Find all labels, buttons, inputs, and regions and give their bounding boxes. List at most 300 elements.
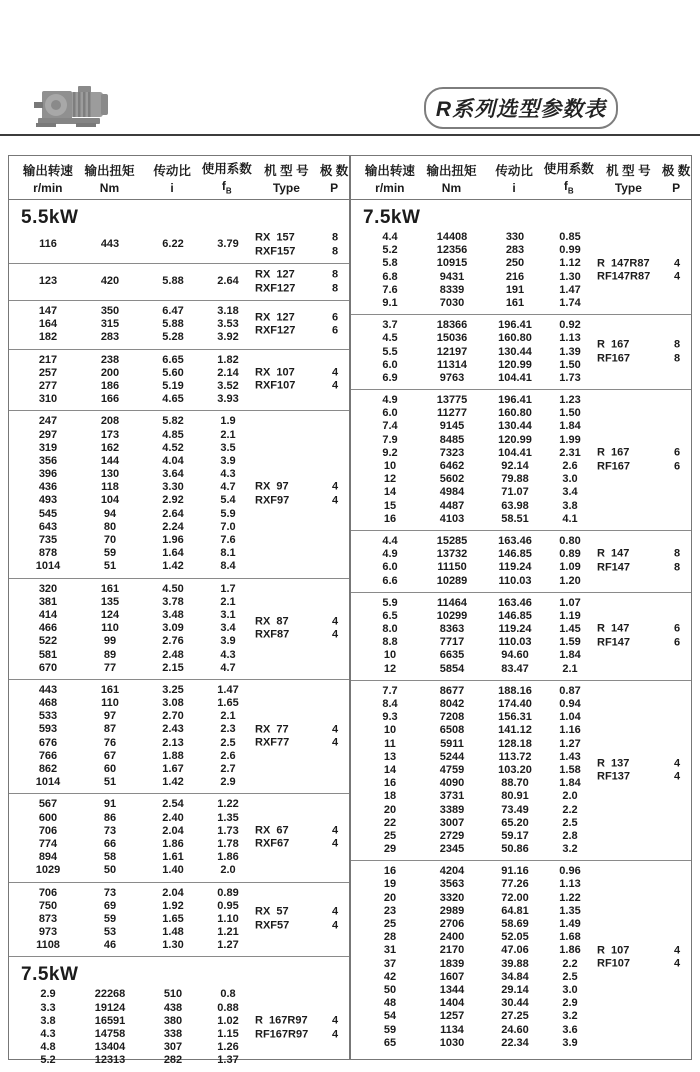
table-row	[351, 918, 691, 931]
ratio-cell: 156.31	[498, 711, 532, 724]
service-factor-cell: 0.89	[559, 548, 581, 561]
torque-cell: 59	[103, 547, 117, 560]
torque-cell: 162	[100, 441, 120, 454]
torque-cell: 99	[103, 635, 117, 648]
service-factor-cell: 3.52	[217, 379, 239, 392]
ratio-cell: 52.05	[501, 931, 529, 944]
ratio-cell: 6.65	[162, 353, 184, 366]
pole-label: 4	[331, 615, 339, 628]
speed-cell: 15	[383, 499, 397, 512]
ratio-cell: 216	[505, 270, 525, 283]
speed-cell: 545	[38, 507, 58, 520]
speed-cell: 9.3	[382, 711, 398, 724]
service-factor-cell: 1.74	[559, 296, 581, 309]
ratio-cell: 2.40	[162, 811, 184, 824]
series-title-text: R系列选型参数表	[435, 98, 607, 121]
pole-label-block	[663, 447, 691, 474]
speed-cell: 5.8	[382, 257, 398, 270]
speed-cell: 147	[38, 305, 58, 317]
group-rows	[9, 231, 349, 259]
torque-cell: 8042	[439, 698, 465, 710]
table-row	[351, 297, 691, 310]
speed-cell: 6.0	[382, 407, 398, 420]
type-label-block	[255, 366, 321, 393]
parameter-table	[8, 155, 692, 1067]
divider-line	[0, 134, 700, 136]
ratio-cell: 29.14	[501, 983, 529, 996]
type-label: RF137	[597, 770, 631, 783]
type-label-block	[255, 723, 321, 750]
type-label: RX 77	[255, 723, 289, 736]
type-label: RXF57	[255, 919, 290, 932]
ratio-cell: 71.07	[501, 486, 529, 499]
speed-cell: 217	[38, 353, 58, 366]
pole-label-block	[321, 232, 349, 259]
ratio-cell: 4.50	[162, 582, 184, 595]
service-factor-cell: 0.87	[559, 684, 581, 697]
speed-cell: 25	[383, 829, 397, 842]
torque-cell: 1344	[439, 983, 465, 996]
service-factor-cell: 1.22	[217, 798, 239, 811]
ratio-cell: 174.40	[498, 698, 532, 710]
group-rows	[9, 354, 349, 407]
ratio-cell: 160.80	[498, 332, 532, 345]
pole-label: 4	[331, 919, 339, 932]
table-row	[9, 521, 349, 534]
speed-cell: 14	[383, 486, 397, 499]
speed-cell: 16	[383, 865, 397, 878]
parameter-group	[9, 882, 349, 957]
torque-cell: 166	[100, 393, 120, 406]
service-factor-cell: 2.7	[220, 763, 236, 775]
ratio-cell: 128.18	[498, 737, 532, 750]
parameter-group	[351, 592, 691, 680]
group-rows	[9, 798, 349, 877]
torque-cell: 11314	[437, 358, 467, 371]
torque-cell: 69	[103, 899, 117, 912]
speed-cell: 468	[38, 697, 58, 710]
service-factor-cell: 3.6	[562, 1023, 578, 1036]
table-right-column	[351, 156, 691, 1059]
torque-cell: 22268	[94, 988, 126, 1001]
type-label-block	[255, 824, 321, 851]
service-factor-cell: 7.0	[220, 520, 236, 533]
header-poles: 极 数 P	[661, 163, 691, 195]
torque-cell: 11277	[437, 407, 467, 420]
ratio-cell: 34.84	[501, 970, 529, 983]
service-factor-cell: 2.2	[562, 957, 578, 970]
speed-cell: 414	[38, 608, 58, 621]
table-row	[351, 997, 691, 1010]
speed-cell: 3.8	[40, 1014, 56, 1027]
ratio-cell: 110.03	[498, 636, 532, 649]
speed-cell: 1029	[35, 864, 61, 877]
ratio-cell: 1.40	[162, 864, 184, 877]
ratio-cell: 1.92	[162, 899, 184, 912]
ratio-cell: 160.80	[498, 407, 532, 420]
torque-cell: 9431	[439, 270, 465, 283]
service-factor-cell: 1.10	[217, 912, 239, 925]
type-label: RX 107	[255, 366, 295, 379]
table-row	[9, 851, 349, 864]
torque-cell: 15036	[436, 332, 468, 345]
torque-cell: 73	[103, 886, 117, 899]
ratio-cell: 59.17	[501, 829, 529, 842]
service-factor-cell: 1.07	[559, 596, 581, 609]
type-label: R 167	[597, 446, 630, 459]
torque-cell: 16591	[94, 1014, 126, 1027]
type-label: RXF157	[255, 245, 296, 257]
table-row	[351, 649, 691, 662]
ratio-cell: 4.04	[162, 454, 184, 467]
speed-cell: 7.9	[382, 433, 398, 446]
speed-cell: 643	[38, 520, 58, 533]
speed-cell: 567	[38, 798, 58, 811]
speed-cell: 1014	[35, 560, 61, 573]
torque-cell: 4204	[439, 865, 465, 878]
torque-cell: 1030	[439, 1036, 465, 1049]
speed-cell: 6.5	[382, 609, 398, 622]
table-row	[351, 724, 691, 737]
speed-cell: 7.6	[382, 283, 398, 296]
pole-label-block	[321, 366, 349, 393]
torque-cell: 87	[103, 723, 117, 736]
type-label-block	[255, 481, 321, 508]
ratio-cell: 146.85	[498, 609, 532, 622]
speed-cell: 12	[383, 662, 397, 675]
torque-cell: 10289	[436, 574, 468, 587]
speed-cell: 42	[383, 970, 397, 983]
torque-cell: 5244	[439, 750, 465, 763]
service-factor-cell: 1.04	[559, 711, 581, 724]
table-row	[351, 575, 691, 588]
ratio-cell: 47.06	[501, 944, 529, 957]
ratio-cell: 80.91	[501, 790, 529, 803]
service-factor-cell: 3.2	[562, 1010, 578, 1023]
table-row	[351, 284, 691, 297]
ratio-cell: 1.42	[162, 560, 184, 573]
groups-left	[9, 200, 349, 1072]
service-factor-cell: 2.1	[220, 595, 236, 608]
ratio-cell: 2.76	[162, 635, 184, 648]
speed-cell: 20	[383, 803, 397, 816]
service-factor-cell: 1.12	[559, 257, 581, 270]
torque-cell: 8485	[439, 433, 465, 446]
speed-cell: 2.9	[40, 988, 56, 1001]
torque-cell: 3320	[439, 891, 465, 904]
service-factor-cell: 3.18	[217, 305, 239, 317]
ratio-cell: 196.41	[498, 394, 532, 407]
torque-cell: 67	[103, 749, 117, 762]
service-factor-cell: 1.47	[559, 283, 581, 296]
table-row	[351, 804, 691, 817]
table-header-left	[9, 156, 349, 200]
type-label: R 137	[597, 757, 630, 770]
group-rows	[351, 685, 691, 856]
service-factor-cell: 0.8	[220, 988, 236, 1001]
service-factor-cell: 2.8	[562, 829, 578, 842]
speed-cell: 4.9	[382, 394, 398, 407]
service-factor-cell: 7.6	[220, 534, 236, 546]
type-label: RF147	[597, 561, 631, 574]
speed-cell: 31	[383, 944, 397, 957]
service-factor-cell: 3.2	[562, 843, 578, 856]
torque-cell: 110	[101, 697, 119, 710]
speed-cell: 247	[38, 415, 58, 428]
service-factor-cell: 1.09	[559, 561, 581, 574]
type-label: RX 57	[255, 905, 289, 918]
speed-cell: 54	[383, 1010, 397, 1023]
speed-cell: 6.0	[382, 561, 398, 574]
ratio-cell: 5.28	[162, 331, 184, 344]
ratio-cell: 2.70	[162, 710, 184, 723]
table-row	[351, 473, 691, 486]
parameter-group	[9, 300, 349, 349]
speed-cell: 593	[38, 723, 58, 736]
type-label: RXF127	[255, 282, 296, 294]
torque-cell: 91	[103, 798, 117, 811]
speed-cell: 123	[38, 275, 58, 288]
speed-cell: 356	[38, 454, 58, 467]
table-row	[351, 1010, 691, 1023]
speed-cell: 29	[383, 843, 397, 856]
service-factor-cell: 2.9	[220, 776, 236, 789]
pole-label: 4	[331, 1014, 339, 1027]
torque-cell: 13404	[94, 1041, 126, 1054]
table-row	[9, 583, 349, 596]
speed-cell: 11	[384, 737, 396, 750]
type-label: RXF67	[255, 837, 290, 850]
type-label: RXF127	[255, 324, 296, 337]
speed-cell: 1014	[35, 776, 61, 789]
torque-cell: 18366	[436, 319, 468, 332]
service-factor-cell: 8.1	[220, 547, 236, 560]
ratio-cell: 1.64	[162, 547, 184, 560]
table-row	[9, 1002, 349, 1015]
pole-label-block	[321, 269, 349, 296]
torque-cell: 12356	[436, 244, 468, 257]
ratio-cell: 283	[505, 244, 525, 257]
table-row	[9, 887, 349, 900]
type-label-block	[255, 615, 321, 642]
speed-cell: 5.9	[382, 596, 398, 609]
ratio-cell: 307	[163, 1041, 183, 1054]
speed-cell: 7.4	[382, 420, 398, 433]
table-row	[9, 1054, 349, 1067]
type-label-block	[597, 548, 663, 575]
service-factor-cell: 1.43	[559, 750, 581, 763]
speed-cell: 10	[383, 649, 397, 662]
power-section-heading: 7.5kW	[363, 207, 421, 228]
parameter-group	[351, 680, 691, 860]
torque-cell: 86	[103, 811, 117, 824]
speed-cell: 16	[383, 512, 397, 525]
torque-cell: 8363	[439, 623, 465, 636]
speed-cell: 22	[383, 816, 397, 829]
speed-cell: 493	[38, 494, 58, 507]
torque-cell: 1404	[439, 997, 465, 1010]
table-row	[9, 508, 349, 521]
service-factor-cell: 2.6	[220, 749, 236, 762]
torque-cell: 420	[100, 275, 120, 288]
table-row	[9, 596, 349, 609]
torque-cell: 443	[100, 238, 120, 251]
service-factor-cell: 0.99	[559, 244, 581, 257]
speed-cell: 6.9	[382, 371, 398, 384]
header-service-factor: 使用系数 $f_B$	[543, 162, 594, 196]
torque-cell: 186	[100, 379, 120, 392]
group-rows	[351, 394, 691, 526]
table-row	[351, 843, 691, 856]
type-label-block	[597, 447, 663, 474]
header-output-speed: 输出转速 r/min	[364, 163, 415, 195]
pole-label-block	[663, 339, 691, 366]
table-row	[351, 434, 691, 447]
torque-cell: 144	[100, 454, 120, 467]
service-factor-cell: 1.15	[217, 1028, 239, 1040]
ratio-cell: 77.26	[501, 878, 529, 891]
ratio-cell: 27.25	[501, 1010, 529, 1023]
torque-cell: 3563	[439, 878, 465, 891]
speed-cell: 4.4	[382, 534, 398, 547]
table-row	[351, 878, 691, 891]
pole-label: 4	[673, 257, 681, 270]
speed-cell: 706	[38, 886, 58, 899]
service-factor-cell: 1.78	[217, 837, 239, 850]
header-output-torque: 输出扭矩 Nm	[426, 163, 477, 195]
pole-label: 8	[331, 245, 339, 257]
group-rows	[9, 268, 349, 296]
table-row	[9, 560, 349, 573]
table-row	[9, 1041, 349, 1054]
torque-cell: 13732	[436, 548, 468, 561]
speed-cell: 766	[38, 749, 58, 762]
speed-cell: 533	[38, 710, 58, 723]
type-label: RX 157	[255, 231, 295, 244]
service-factor-cell: 4.3	[220, 648, 236, 661]
service-factor-cell: 8.4	[220, 560, 236, 573]
speed-cell: 28	[383, 931, 397, 944]
torque-cell: 2400	[439, 931, 465, 944]
type-label: RX 127	[255, 268, 295, 281]
speed-cell: 774	[38, 837, 58, 850]
ratio-cell: 191	[505, 283, 525, 296]
table-row	[351, 971, 691, 984]
table-row	[351, 984, 691, 997]
service-factor-cell: 2.1	[562, 662, 578, 675]
service-factor-cell: 2.9	[562, 997, 578, 1010]
torque-cell: 3731	[439, 790, 465, 803]
torque-cell: 350	[100, 305, 120, 317]
speed-cell: 443	[38, 683, 58, 696]
ratio-cell: 3.08	[162, 697, 184, 710]
speed-cell: 9.1	[382, 296, 398, 309]
speed-cell: 381	[38, 595, 58, 608]
table-row	[9, 684, 349, 697]
service-factor-cell: 1.73	[559, 371, 581, 384]
service-factor-cell: 2.1	[220, 428, 236, 441]
ratio-cell: 83.47	[501, 662, 529, 675]
torque-cell: 53	[103, 926, 117, 939]
table-row	[9, 415, 349, 428]
torque-cell: 3389	[439, 803, 465, 816]
ratio-cell: 50.86	[501, 843, 529, 856]
speed-cell: 164	[38, 318, 58, 331]
service-factor-cell: 1.27	[559, 737, 581, 750]
torque-cell: 283	[100, 331, 120, 344]
service-factor-cell: 2.5	[562, 816, 578, 829]
torque-cell: 315	[100, 318, 120, 331]
ratio-cell: 120.99	[498, 433, 532, 446]
table-row	[351, 905, 691, 918]
service-factor-cell: 1.21	[217, 926, 239, 939]
torque-cell: 6635	[439, 649, 465, 662]
ratio-cell: 130.44	[498, 420, 532, 433]
gearmotor-photo	[32, 83, 114, 129]
parameter-group	[351, 530, 691, 592]
speed-cell: 10	[383, 460, 397, 472]
service-factor-cell: 2.6	[562, 460, 578, 472]
service-factor-cell: 3.92	[217, 331, 239, 344]
speed-cell: 5.2	[40, 1054, 56, 1067]
ratio-cell: 2.43	[162, 723, 184, 736]
service-factor-cell: 3.0	[562, 983, 578, 996]
table-row	[9, 939, 349, 952]
service-factor-cell: 1.13	[559, 332, 581, 345]
ratio-cell: 5.60	[162, 366, 184, 379]
torque-cell: 51	[103, 776, 117, 789]
speed-cell: 670	[38, 661, 58, 674]
torque-cell: 8677	[439, 684, 465, 697]
ratio-cell: 4.65	[162, 393, 184, 406]
service-factor-cell: 1.59	[559, 636, 581, 649]
service-factor-cell: 0.89	[217, 886, 239, 899]
service-factor-cell: 1.58	[559, 763, 581, 776]
service-factor-cell: 1.50	[559, 358, 581, 371]
gearmotor-illustration	[32, 83, 114, 129]
ratio-cell: 161	[505, 296, 525, 309]
type-label: RX 127	[255, 311, 295, 324]
ratio-cell: 3.25	[162, 683, 184, 696]
service-factor-cell: 0.85	[559, 231, 581, 243]
pole-label: 4	[331, 379, 339, 392]
pole-label-block	[321, 906, 349, 933]
speed-cell: 735	[38, 534, 58, 546]
type-label: RXF97	[255, 494, 290, 507]
ratio-cell: 2.15	[162, 661, 184, 674]
torque-cell: 73	[103, 824, 117, 837]
group-rows	[351, 231, 691, 310]
service-factor-cell: 1.45	[559, 623, 581, 636]
group-rows	[351, 535, 691, 588]
pole-label: 8	[673, 352, 681, 365]
speed-cell: 319	[38, 441, 58, 454]
torque-cell: 13775	[436, 394, 468, 407]
parameter-group	[9, 410, 349, 577]
type-label: RX 87	[255, 615, 289, 628]
torque-cell: 2729	[439, 829, 465, 842]
ratio-cell: 5.82	[162, 415, 184, 428]
service-factor-cell: 2.0	[562, 790, 578, 803]
header-poles: 极 数 P	[319, 163, 349, 195]
header-type: 机 型 号 Type	[606, 163, 651, 195]
type-label: R 147	[597, 547, 630, 560]
service-factor-cell: 3.4	[562, 486, 578, 499]
pole-label-block	[663, 548, 691, 575]
ratio-cell: 146.85	[498, 548, 532, 561]
ratio-cell: 3.48	[162, 608, 184, 621]
pole-label: 4	[331, 494, 339, 507]
